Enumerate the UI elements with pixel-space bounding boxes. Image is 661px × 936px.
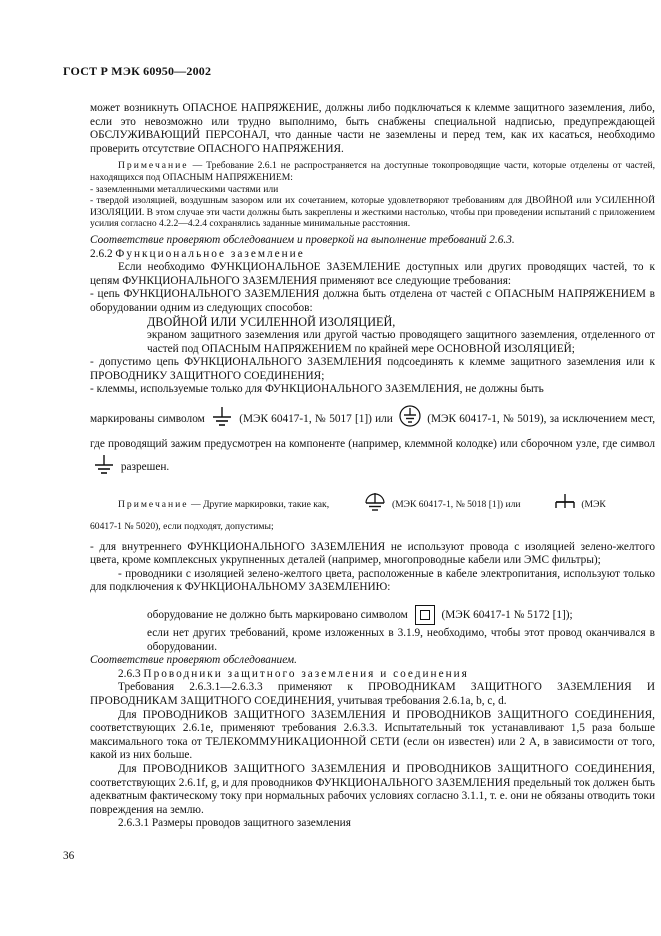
- note-item: - заземленными металлическими частями или: [90, 183, 279, 195]
- note-text: — Требование 2.6.1 не распространяется на доступные токопроводящие части, которые отделены от частей, находящихся под ОПАСНЫМ НАПРЯЖЕНИЕМ:: [90, 160, 655, 183]
- note: [90, 489, 655, 521]
- compliance-text: Соответствие проверяют обследованием и проверкой на выполнение требований 2.6.3.: [90, 233, 515, 246]
- section-number: 2.6.3: [118, 667, 144, 680]
- section-number: 2.6.2: [90, 247, 116, 260]
- note: [90, 160, 655, 183]
- frame-chassis-symbol-icon: [526, 492, 576, 518]
- paragraph: если нет других требований, кроме изложенных в 3.1.9, необходимо, чтобы этот провод оканчивался в оборудовании.: [147, 627, 655, 653]
- note-text: — Другие маркировки, такие как,: [188, 499, 330, 511]
- protective-earth-symbol-icon: [399, 405, 421, 434]
- compliance-text: Соответствие проверяют обследованием.: [90, 654, 297, 667]
- text: оборудование не должно быть маркировано символом: [147, 609, 408, 622]
- paragraph: Для ПРОВОДНИКОВ ЗАЩИТНОГО ЗАЗЕМЛЕНИЯ И ПРОВОДНИКОВ ЗАЩИТНОГО СОЕДИНЕНИЯ, соответствующих 2.6.1f, g, и для проводников ФУНКЦИОНАЛЬНОГО ЗАЗЕМЛЕНИЯ предельный ток должен быть адекватным фактическому току при нормальных рабочих условиях согласно 3.1.1, т. е. они не обязаны отводить токи повреждения на землю.: [90, 762, 655, 816]
- document-body: [90, 102, 655, 831]
- paragraph: Если необходимо ФУНКЦИОНАЛЬНОЕ ЗАЗЕМЛЕНИЕ доступных или других проводящих частей, то к цепям ФУНКЦИОНАЛЬНОГО ЗАЗЕМЛЕНИЯ применяют все следующие требования:: [90, 261, 655, 287]
- page-number: 36: [63, 850, 75, 862]
- text: исключением мест, где проводящий зажим предусмотрен на компоненте (например, клеммной колодке) или сборочном узле, где символ: [90, 413, 656, 451]
- section-heading: [90, 248, 655, 262]
- text: маркированы символом: [90, 413, 205, 426]
- text: разрешен.: [120, 461, 170, 474]
- subsection-heading: 2.6.3.1 Размеры проводов защитного заземления: [118, 817, 351, 830]
- list-subitem: ДВОЙНОЙ ИЛИ УСИЛЕННОЙ ИЗОЛЯЦИЕЙ,: [147, 314, 396, 329]
- list-item: - для внутреннего ФУНКЦИОНАЛЬНОГО ЗАЗЕМЛЕНИЯ не используют провода с изоляцией зелено-желтого цвета, кроме комплексных укрупненных деталей (например, многопроводные кабели или ЭМС фильтры);: [90, 540, 655, 567]
- class-ii-symbol-icon: [415, 605, 435, 625]
- note-text: (МЭК: [581, 499, 606, 511]
- document-header: ГОСТ Р МЭК 60950—2002: [63, 64, 212, 78]
- note-text: 60417-1 № 5020), если подходят, допустимы;: [90, 521, 274, 533]
- text: (МЭК 60417-1, № 5017 [1]) или: [239, 413, 393, 426]
- list-subitem: экраном защитного заземления или другой частью проводящего защитного заземления, отделенного от частей под ОПАСНЫМ НАПРЯЖЕНИЕМ по крайней мере ОСНОВНОЙ ИЗОЛЯЦИЕЙ;: [147, 329, 655, 355]
- note-label: Примечание: [118, 160, 189, 172]
- list-item: - допустимо цепь ФУНКЦИОНАЛЬНОГО ЗАЗЕМЛЕНИЯ подсоединять к клемме защитного заземления или к ПРОВОДНИКУ ЗАЩИТНОГО СОЕДИНЕНИЯ;: [90, 356, 655, 382]
- earth-symbol-icon: [211, 406, 233, 433]
- list-item: - клеммы, используемые только для ФУНКЦИОНАЛЬНОГО ЗАЗЕМЛЕНИЯ, не должны быть: [90, 383, 544, 396]
- note-item: - твердой изоляцией, воздушным зазором или их сочетанием, которые удовлетворяют требованиям для ДВОЙНОЙ или УСИЛЕННОЙ ИЗОЛЯЦИИ. В этом случае эти части должны быть закреплены и жесткими настолько, чтобы при проведении испытаний с приложением усилия согласно 4.2.2—4.2.4 сохранялись заданные минимальные расстояния.: [90, 195, 656, 230]
- section-title: Функциональное заземление: [115, 247, 305, 260]
- note-text: (МЭК 60417-1, № 5018 [1]) или: [391, 499, 521, 511]
- section-heading: [90, 668, 655, 682]
- note-label: Примечание: [118, 499, 189, 511]
- paragraph-with-symbols: [90, 405, 655, 481]
- earth-symbol-icon: [93, 454, 115, 481]
- text: (МЭК 60417-1, № 5019), за: [427, 413, 560, 426]
- paragraph: может возникнуть ОПАСНОЕ НАПРЯЖЕНИЕ, должны либо подключаться к клемме защитного заземления, либо, если это невозможно или трудно выполнимо, быть снабжены специальной надписью, предупреждающей ОБСЛУЖИВАЮЩИЙ ПЕРСОНАЛ, что данные части не заземлены и перед тем, как их касаться, необходимо проверить отсутствие ОПАСНОГО НАПРЯЖЕНИЯ.: [90, 102, 655, 155]
- list-item: - цепь ФУНКЦИОНАЛЬНОГО ЗАЗЕМЛЕНИЯ должна быть отделена от частей с ОПАСНЫМ НАПРЯЖЕНИЕМ в оборудовании одним из следующих способов:: [90, 288, 655, 314]
- list-item: - проводники с изоляцией зелено-желтого цвета, расположенные в кабеле электропитания, используют только для подключения к ФУНКЦИОНАЛЬНОМУ ЗАЗЕМЛЕНИЮ:: [90, 567, 655, 594]
- paragraph: Для ПРОВОДНИКОВ ЗАЩИТНОГО ЗАЗЕМЛЕНИЯ И ПРОВОДНИКОВ ЗАЩИТНОГО СОЕДИНЕНИЯ, соответствующих 2.6.1e, применяют требования 2.6.3.3. Испытательный ток устанавливают 1,5 раза больше максимального тока от ТЕЛЕКОММУНИКАЦИОННОЙ СЕТИ (если он известен) или 2 А, в зависимости от того, какой из них больше.: [90, 708, 655, 762]
- chassis-earth-circle-icon: [335, 489, 387, 521]
- section-title: Проводники защитного заземления и соединения: [143, 667, 469, 680]
- paragraph: Требования 2.6.3.1—2.6.3.3 применяют к ПРОВОДНИКАМ ЗАЩИТНОГО ЗАЗЕМЛЕНИЯ И ПРОВОДНИКАМ ЗАЩИТНОГО СОЕДИНЕНИЯ, учитывая требования 2.6.1a, b, c, d.: [90, 681, 655, 707]
- paragraph-with-symbols: [90, 603, 655, 627]
- text: (МЭК 60417-1 № 5172 [1]);: [441, 609, 573, 622]
